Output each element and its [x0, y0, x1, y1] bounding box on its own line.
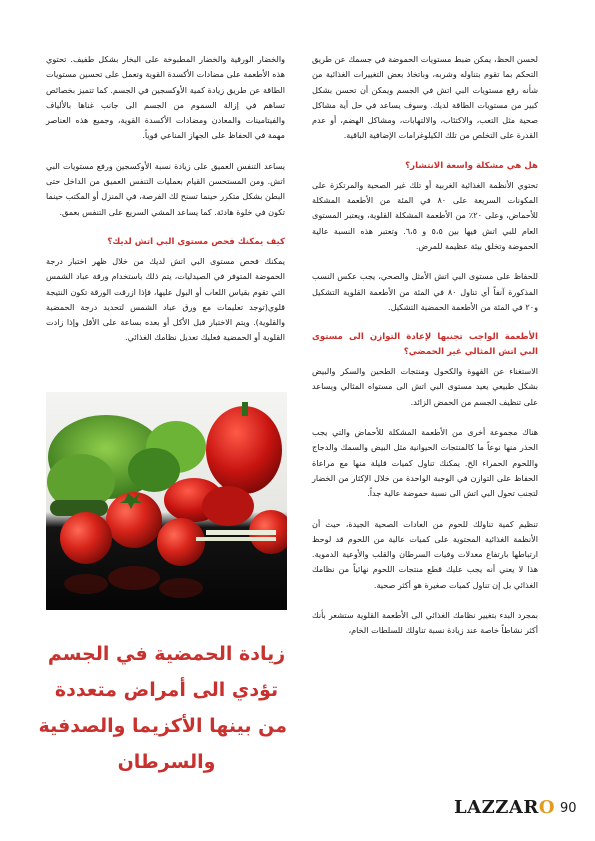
- article-right-column: [312, 52, 538, 654]
- paragraph: يمكنك فحص مستوى البي اتش لديك من خلال ظهر اختبار درجة الحموضة المتوفر في الصيدليات، يتم ذلك باستخدام ورقة عباد الشمس التي تقوم بقياس اللعاب أو البول عليها، فإذا ازرقت الورقة تكون النتيجة قلوي(توجد تعليمات مع ورق عباد الشمس لتحديد درجة الحمضية والقلوية). ويتم الاختبار قبل الأكل أو بعده بساعة على الأقل وإذا زادت القلوية أو الحمضية فعليك تعديل نظامك الغذائي.: [46, 255, 285, 343]
- pull-quote-line: والسرطان: [117, 751, 216, 773]
- logo-text: LAZZAR: [454, 797, 539, 818]
- vegetables-photo: [46, 392, 287, 610]
- paragraph: للحفاظ على مستوى البي اتش الأمثل والصحي، يجب عكس النسب المذكورة آنفاً أي تناول ٨٠ في المئة من الأطعمة القلوية التشكيل و٢٠ في المئة من الأطعمة الحمضية التشكيل.: [312, 271, 539, 312]
- article-left-column: [46, 52, 285, 361]
- paragraph: هناك مجموعة أخرى من الأطعمة المشكلة للأحماض والتي يجب الحذر منها نوعاً ما كالمنتجات الحيوانية مثل البيض والسمك والدجاج واللحوم الحمراء الخ. يمكنك تناول كميات قليلة منها مع مراعاة الحفاظ على التوازن في الوجبة الواحدة من خلال الإكثار من الخضار لتجنب تحول البي اتش الى نسبة حموضة عالية جداً.: [312, 427, 538, 499]
- pull-quote: [38, 636, 287, 780]
- paragraph: والخضار الورقية والخضار المطبوخة على البخار بشكل طفيف. تحتوي هذه الأطعمة على مضادات الأكسدة القوية وتعمل على تحسين مستويات الطاقة عن طريق زيادة كمية الأوكسجين في الجسم. كما تتميز بخصائص تساهم في إزالة السموم من الجسم الى جانب غناها بالألياف والفيتامينات والمعادن ومضادات الأكسدة القوية، وجميع هذه العناصر مهمة في الحفاظ على الجهاز المناعي قوياً.: [46, 54, 285, 141]
- pull-quote-line: زيادة الحمضية في الجسم: [47, 643, 286, 665]
- section-heading: هل هي مشكلة واسعة الانتشار؟: [405, 160, 538, 171]
- page-number: 90: [560, 801, 577, 816]
- magazine-logo: [454, 797, 555, 818]
- logo-sun-icon: O: [538, 797, 556, 818]
- pull-quote-line: تؤدي الى أمراض متعددة: [54, 679, 279, 701]
- paragraph: لحسن الحظ، يمكن ضبط مستويات الحموضة في جسمك عن طريق التحكم بما تقوم بتناوله وشربه، وباتخاذ بعض التغييرات الغذائية من شأنه رفع مستويات البي اتش في الجسم ويمكن أن تحسن بشكل كبير من مستويات الطاقة لديك. وسوف يساعد في حل أية مشاكل صحية مثل التعب، والاكتئاب، والالتهابات، ومشاكل الهضم، أو عدم القدرة على التخلص من تلك الكيلوغرامات الإضافية الباقية.: [312, 54, 538, 141]
- section-heading: كيف يمكنك فحص مستوى البي اتش لديك؟: [107, 236, 285, 247]
- pull-quote-line: من بينها الأكزيما والصدفية: [38, 715, 287, 737]
- paragraph: تنظيم كمية تناولك للحوم من العادات الصحية الجيدة، حيث أن الأنظمة الغذائية المحتوية على كميات عالية من اللحوم قد لوحظ ارتباطها بارتفاع معدلات وفيات السرطان والقلب والأوعية الدموية. هذا لا يعني أنه يجب عليك قطع منتجات اللحوم نهائياً من نظامك الغذائي بل إن تناول كميات صغيرة هو أكثر صحية.: [312, 518, 538, 590]
- paragraph: تحتوي الأنظمة الغذائية الغربية أو تلك غير الصحية والمرتكزة على المكونات السريعة على ٨٠ في المئة من الأطعمة المشكلة للأحماض، وعلى ٢٠٪ من الأطعمة المشكلة القلوية، ويعتبر المستوى العام للبي اتش فيها بين ٥،٥ و ٦،٥. وتعتبر هذه النسبة عالية الحموضة وتخلق بيئة عظيمة للمرض.: [312, 179, 538, 251]
- paragraph: بمجرد البدء بتغيير نظامك الغذائي الى الأطعمة القلوية ستشعر بأنك أكثر نشاطاً خاصة عند زيادة نسبة تناولك للسلطات الخام،: [312, 610, 538, 636]
- section-heading: الأطعمة الواجب تجنبها لإعادة التوازن الى مستوى البي اتش المثالي غير الحمضي؟: [312, 332, 538, 358]
- paragraph: يساعد التنفس العميق على زيادة نسبة الأوكسجين ورفع مستويات البي اتش. ومن المستحسن القيام بعمليات التنفس العميق من الداخل حتى البطن بشكل متكرر حينما تسنح لك الفرصة، في المنزل أو المكتب حينما تكون في خلوة هادئة. كما يساعد المشي السريع على التنفس بعمق.: [46, 160, 285, 217]
- paragraph: الاستغناء عن القهوة والكحول ومنتجات الطحين والسكر والبيض بشكل طبيعي يعيد مستوى البي اتش الى مستواه المثالي ويساعد على تنظيف الجسم من الحمض الزائد.: [312, 366, 538, 407]
